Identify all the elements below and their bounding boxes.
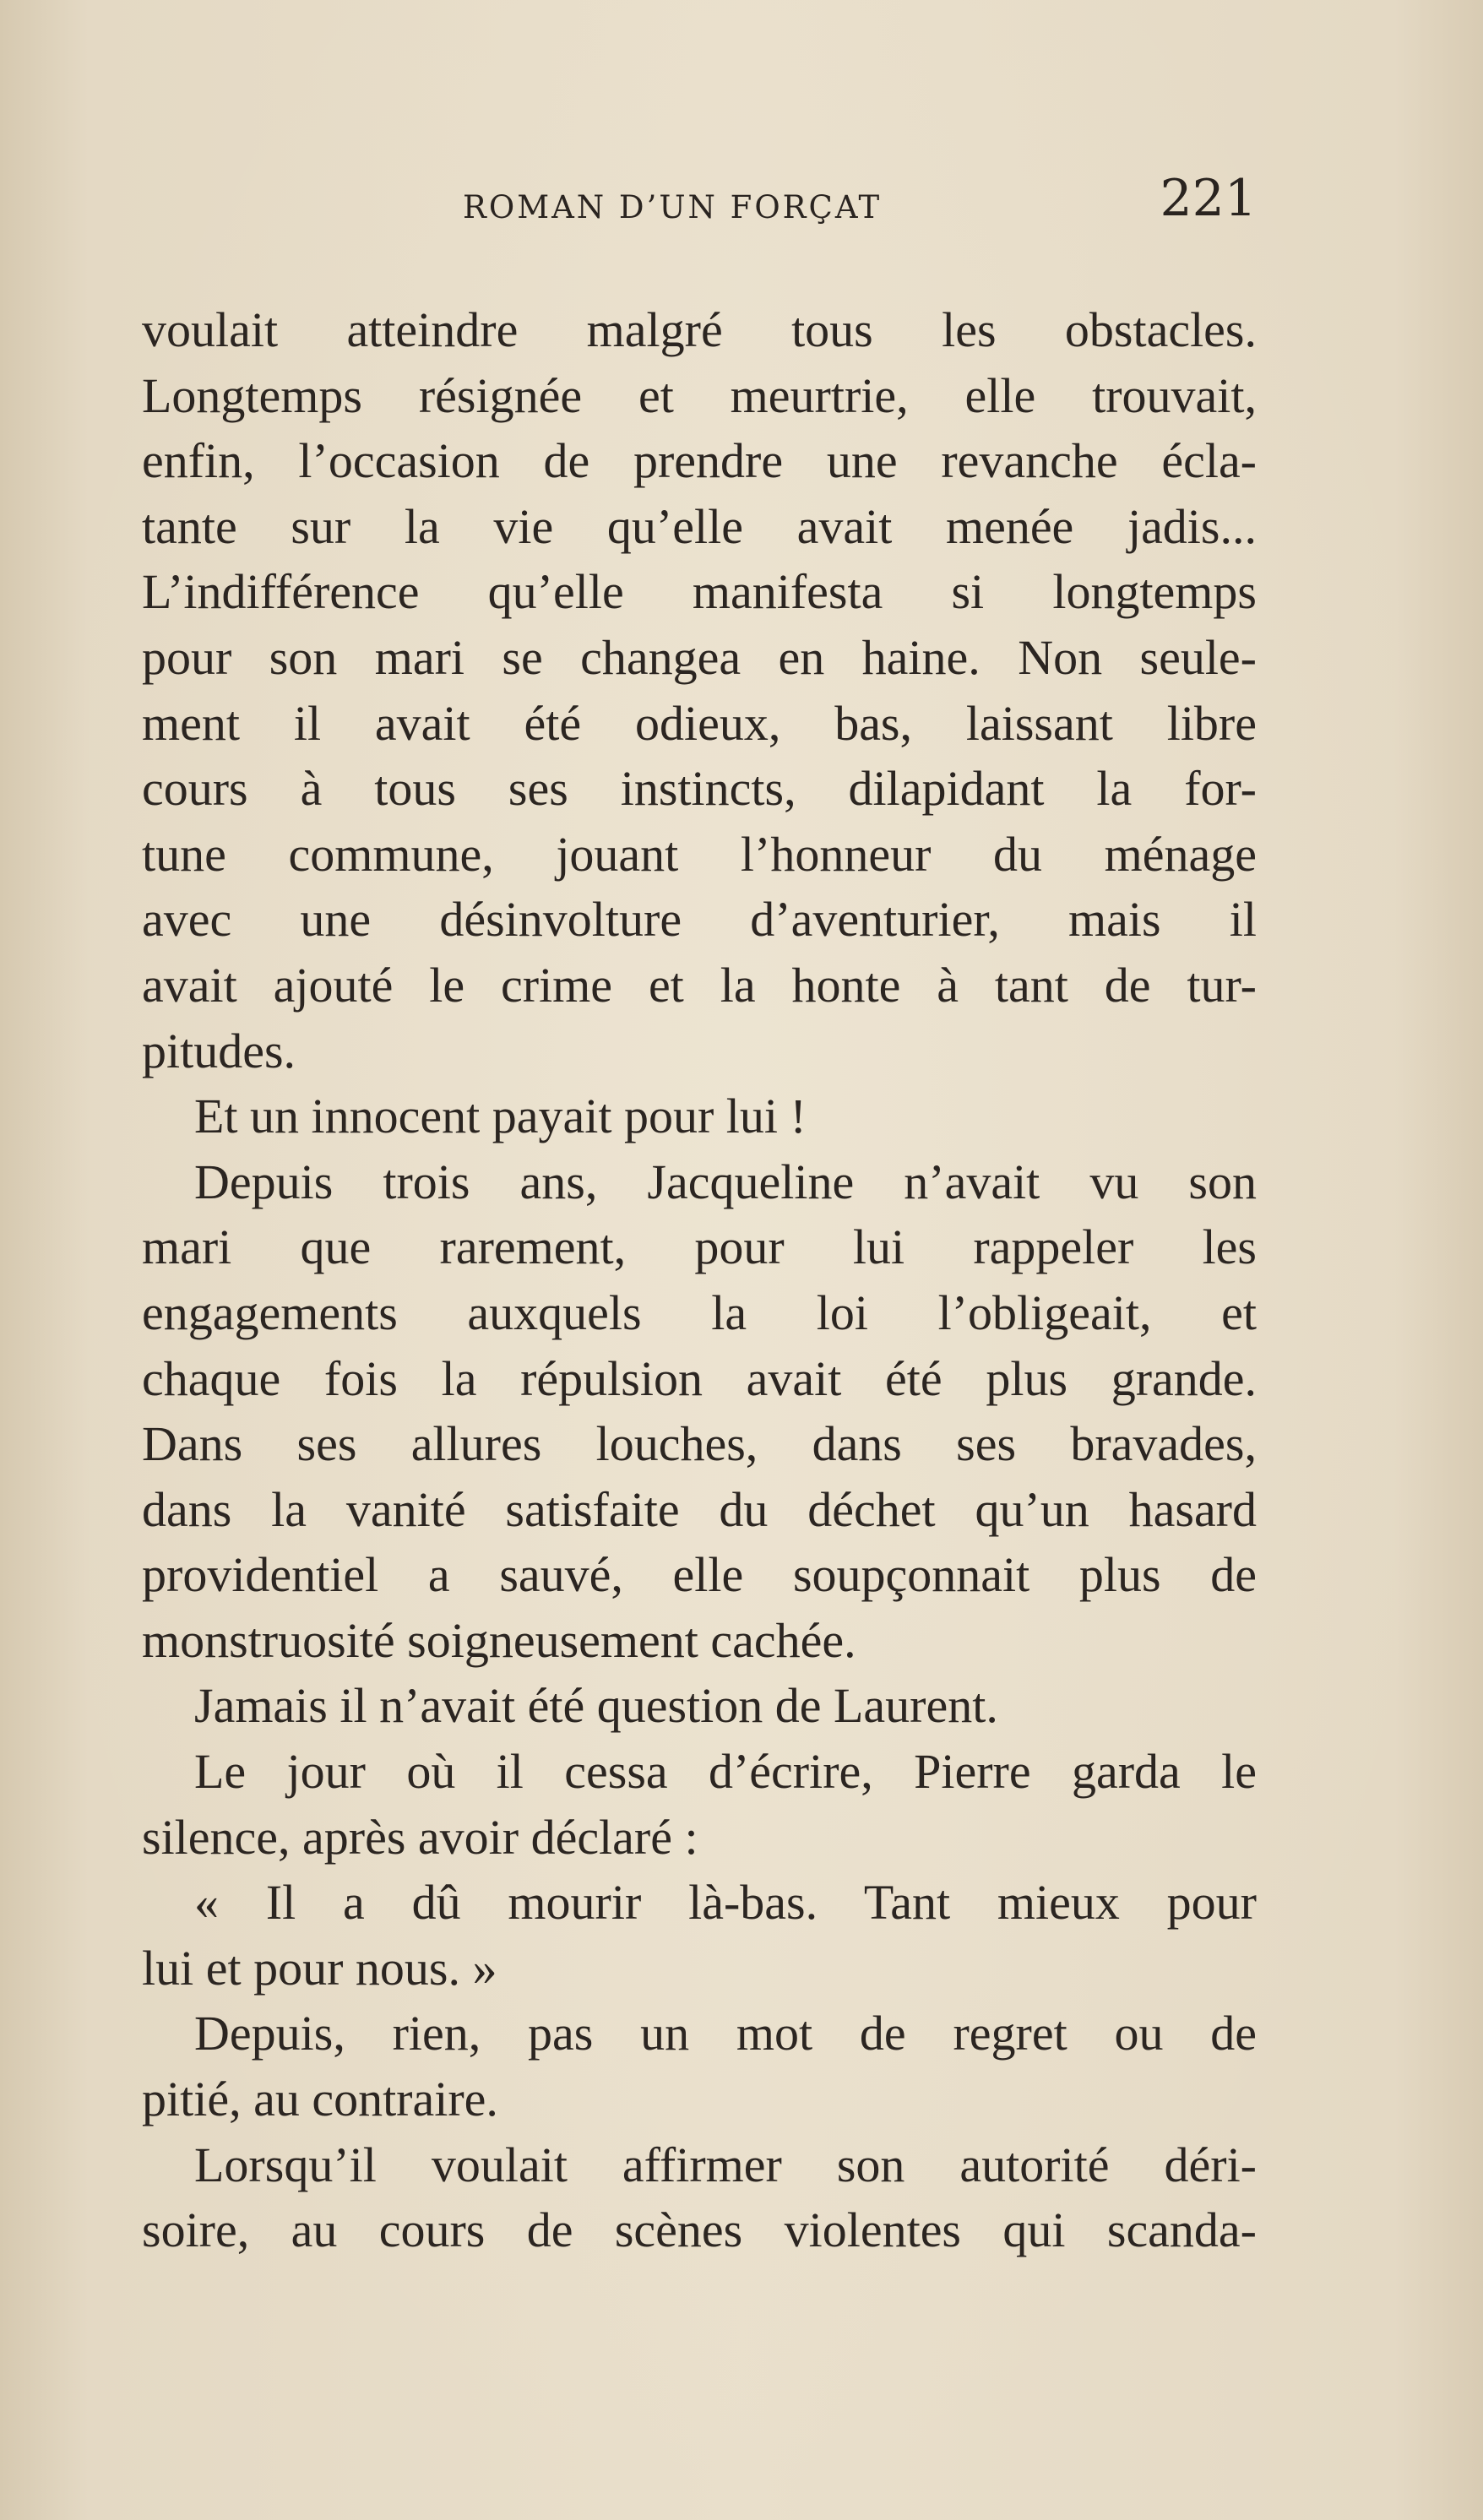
text-line: Et un innocent payait pour lui ! <box>194 1089 807 1144</box>
text-line: Depuis trois ans, Jacqueline n’avait vu son <box>194 1154 1257 1209</box>
text-line: cours à tous ses instincts, dilapidant la for- <box>142 761 1257 817</box>
text-line: Lorsqu’il voulait affirmer son autorité déri- <box>194 2137 1257 2192</box>
text-line: engagements auxquels la loi l’obligeait, et <box>142 1284 1257 1340</box>
text-line: avait ajouté le crime et la honte à tant de tur- <box>142 957 1257 1013</box>
text-line: pitié, au contraire. <box>142 2072 498 2127</box>
page-number: 221 <box>1160 169 1257 228</box>
text-line: mari que rarement, pour lui rappeler les <box>142 1219 1257 1275</box>
text-line: dans la vanité satisfaite du déchet qu’un hasard <box>142 1481 1257 1537</box>
text-line: voulait atteindre malgré tous les obstacles. <box>142 302 1257 357</box>
text-line: avec une désinvolture d’aventurier, mais il <box>142 892 1257 948</box>
text-line: monstruosité soigneusement cachée. <box>142 1612 856 1668</box>
text-line: pour son mari se changea en haine. Non seule- <box>142 629 1257 685</box>
text-line: L’indifférence qu’elle manifesta si longtemps <box>142 564 1257 620</box>
text-line: soire, au cours de scènes violentes qui scanda- <box>142 2202 1257 2258</box>
text-line: silence, après avoir déclaré : <box>142 1809 698 1865</box>
text-line: enfin, l’occasion de prendre une revanche écla- <box>142 433 1257 489</box>
text-line: Le jour où il cessa d’écrire, Pierre garda le <box>194 1744 1257 1800</box>
text-line: pitudes. <box>142 1023 296 1078</box>
text-line: Depuis, rien, pas un mot de regret ou de <box>194 2006 1257 2061</box>
text-line: Jamais il n’avait été question de Laurent. <box>194 1678 998 1734</box>
text-line: Dans ses allures louches, dans ses bravades, <box>142 1416 1257 1472</box>
running-title: ROMAN D’UN FORÇAT <box>463 189 883 225</box>
text-line: ment il avait été odieux, bas, laissant libre <box>142 695 1257 751</box>
text-line: chaque fois la répulsion avait été plus grande. <box>142 1350 1257 1406</box>
page-header <box>142 160 1257 236</box>
text-line: Longtemps résignée et meurtrie, elle trouvait, <box>142 367 1257 423</box>
text-line: « Il a dû mourir là-bas. Tant mieux pour <box>194 1875 1257 1931</box>
text-line: tune commune, jouant l’honneur du ménage <box>142 826 1257 882</box>
text-line: tante sur la vie qu’elle avait menée jadis... <box>142 498 1257 554</box>
text-line: lui et pour nous. » <box>142 1940 497 1996</box>
text-line: providentiel a sauvé, elle soupçonnait plus de <box>142 1547 1257 1603</box>
body-text <box>142 297 1257 2263</box>
